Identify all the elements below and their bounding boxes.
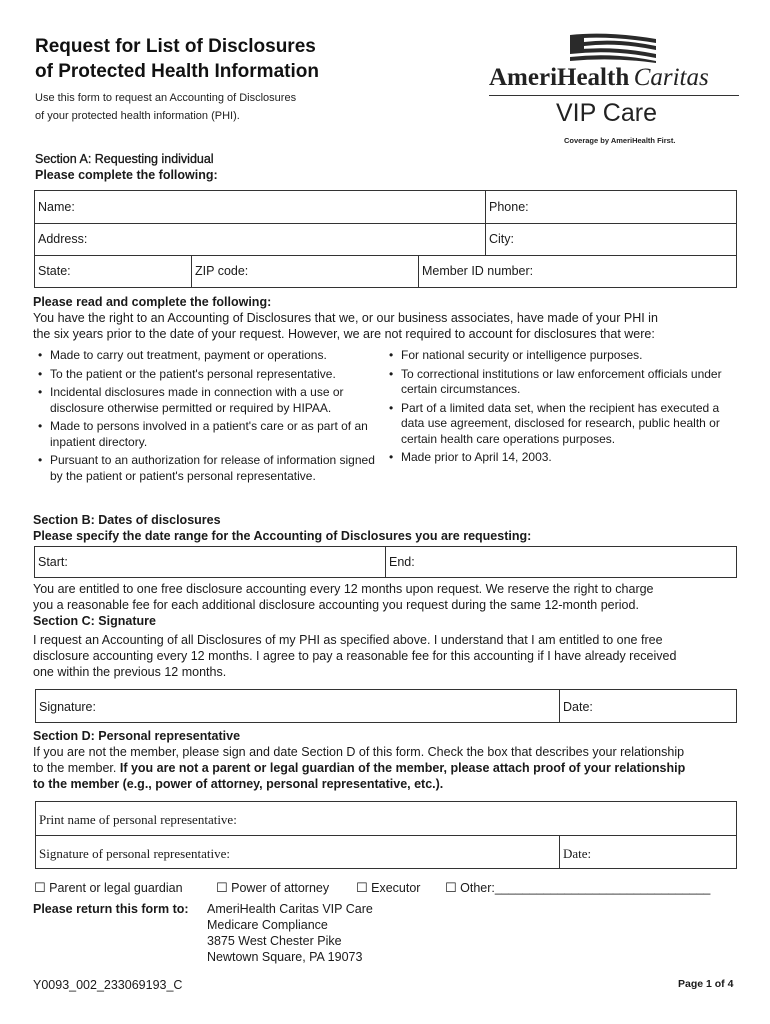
print-name-field[interactable] <box>36 802 736 835</box>
option-label: Power of attorney <box>231 881 330 895</box>
address-line: 3875 West Chester Pike <box>207 934 342 948</box>
option-label: Parent or legal guardian <box>49 881 183 895</box>
section-b-note-1: You are entitled to one free disclosure accounting every 12 months upon request. We reserve the right to charge <box>33 582 654 596</box>
exclusions-list-right <box>388 348 728 469</box>
print-name-label: Print name of personal representative: <box>39 812 237 827</box>
list-item: • Pursuant to an authorization for release of information signed by the patient or patient's personal representative. <box>37 453 382 484</box>
title-line-2: of Protected Health Information <box>35 61 319 82</box>
option-label: Other:_______________________________ <box>460 881 711 895</box>
list-item: • Made prior to April 14, 2003. <box>388 450 728 466</box>
intro-line-2: of your protected health information (PHI). <box>35 110 240 122</box>
date-range-table <box>34 546 737 578</box>
city-label: City: <box>489 232 514 246</box>
requesting-individual-table <box>34 190 737 288</box>
section-d-text-2b: If you are not a parent or legal guardian of the member, please attach proof of your relationship <box>119 761 686 775</box>
section-b-subtitle: Please specify the date range for the Accounting of Disclosures you are requesting: <box>33 529 532 543</box>
zip-field[interactable] <box>192 256 418 287</box>
list-item: • Made to carry out treatment, payment or operations. <box>37 348 382 364</box>
logo-divider <box>489 95 739 96</box>
section-b-title: Section B: Dates of disclosures <box>33 513 221 527</box>
read-section <box>33 294 738 342</box>
section-c-text-2: disclosure accounting every 12 months. I agree to pay a reasonable fee for this accounting if I have already received <box>33 649 677 663</box>
section-c-title: Section C: Signature <box>33 614 156 628</box>
rep-date-field[interactable] <box>560 836 736 868</box>
end-label: End: <box>389 555 415 569</box>
company-logo <box>486 33 741 148</box>
checkbox-icon[interactable]: ☐ <box>356 880 368 895</box>
signature-table <box>35 689 737 723</box>
section-a-heading <box>35 151 218 183</box>
section-d <box>33 728 745 792</box>
page-title <box>35 34 319 84</box>
list-item: • Incidental disclosures made in connection with a use or disclosure otherwise permitted or required by HIPAA. <box>37 385 382 416</box>
logo-product: VIP Care <box>556 99 657 127</box>
section-b-note <box>33 581 743 613</box>
address-field[interactable] <box>35 224 485 255</box>
checkbox-icon[interactable]: ☐ <box>445 880 457 895</box>
representative-table <box>35 801 737 869</box>
list-item: • For national security or intelligence purposes. <box>388 348 728 364</box>
section-c <box>33 613 743 680</box>
section-a-subtitle: Please complete the following: <box>35 168 218 182</box>
relationship-options <box>34 880 744 898</box>
signature-date-field[interactable] <box>560 690 736 722</box>
address-line: Medicare Compliance <box>207 918 328 932</box>
section-b-heading <box>33 512 531 544</box>
section-c-text-1: I request an Accounting of all Disclosures of my PHI as specified above. I understand that I am entitled to one free <box>33 633 663 647</box>
executor-option[interactable] <box>356 880 420 896</box>
exclusions-list-left <box>37 348 382 487</box>
member-id-field[interactable] <box>419 256 736 287</box>
start-date-field[interactable] <box>35 547 385 577</box>
address-label: Address: <box>38 232 88 246</box>
title-line-1: Request for List of Disclosures <box>35 36 316 57</box>
rep-signature-field[interactable] <box>36 836 559 868</box>
rep-date-label: Date: <box>563 846 592 861</box>
checkbox-icon[interactable]: ☐ <box>216 880 228 895</box>
logo-brand: AmeriHealth <box>489 64 630 91</box>
section-c-text-3: one within the previous 12 months. <box>33 665 227 679</box>
list-item: • Part of a limited data set, when the recipient has executed a data use agreement, disclosed for research, public health or certain health care operations purposes. <box>388 401 728 448</box>
state-field[interactable] <box>35 256 191 287</box>
address-line: Newtown Square, PA 19073 <box>207 950 363 964</box>
start-label: Start: <box>38 555 68 569</box>
intro-line-1: Use this form to request an Accounting of Disclosures <box>35 92 297 104</box>
option-label: Executor <box>371 881 421 895</box>
city-field[interactable] <box>486 224 736 255</box>
read-heading: Please read and complete the following: <box>33 295 272 309</box>
section-d-text-1: If you are not the member, please sign and date Section D of this form. Check the box that describes your relationship <box>33 745 685 759</box>
power-of-attorney-option[interactable] <box>216 880 329 896</box>
list-item: • To the patient or the patient's personal representative. <box>37 367 382 383</box>
read-text-2: the six years prior to the date of your request. However, we are not required to account for disclosures that were: <box>33 327 655 341</box>
form-code: Y0093_002_233069193_C <box>33 978 183 992</box>
signature-label: Signature: <box>39 700 96 714</box>
logo-brand-2: Caritas <box>633 64 709 91</box>
signature-date-label: Date: <box>563 700 593 714</box>
return-address <box>207 901 373 965</box>
list-item: • Made to persons involved in a patient's care or as part of an inpatient directory. <box>37 419 382 450</box>
other-option[interactable] <box>445 880 710 896</box>
signature-field[interactable] <box>36 690 559 722</box>
address-line: AmeriHealth Caritas VIP Care <box>207 902 373 916</box>
parent-guardian-option[interactable] <box>34 880 183 896</box>
rep-signature-label: Signature of personal representative: <box>39 846 230 861</box>
section-d-title: Section D: Personal representative <box>33 729 241 743</box>
member-id-label: Member ID number: <box>422 264 534 278</box>
state-label: State: <box>38 264 71 278</box>
section-d-text-2a: to the member. <box>33 761 120 775</box>
zip-label: ZIP code: <box>195 264 249 278</box>
checkbox-icon[interactable]: ☐ <box>34 880 46 895</box>
logo-tagline: Coverage by AmeriHealth First. <box>564 136 676 145</box>
flag-icon <box>568 33 658 63</box>
list-item: • To correctional institutions or law enforcement officials under certain circumstances. <box>388 367 728 398</box>
phone-field[interactable] <box>486 191 736 223</box>
intro-text <box>35 89 296 125</box>
end-date-field[interactable] <box>386 547 736 577</box>
read-text-1: You have the right to an Accounting of Disclosures that we, or our business associates, have made of your PHI in <box>33 311 658 325</box>
section-a-title: Section A: Requesting individual <box>35 152 214 166</box>
section-d-text-3: to the member (e.g., power of attorney, personal representative, etc.). <box>33 777 444 791</box>
phone-label: Phone: <box>489 200 529 214</box>
name-field[interactable] <box>35 191 485 223</box>
page-number: Page 1 of 4 <box>678 978 734 990</box>
return-label: Please return this form to: <box>33 902 189 916</box>
name-label: Name: <box>38 200 75 214</box>
section-b-note-2: you a reasonable fee for each additional disclosure accounting you request during the same 12-month period. <box>33 598 639 612</box>
